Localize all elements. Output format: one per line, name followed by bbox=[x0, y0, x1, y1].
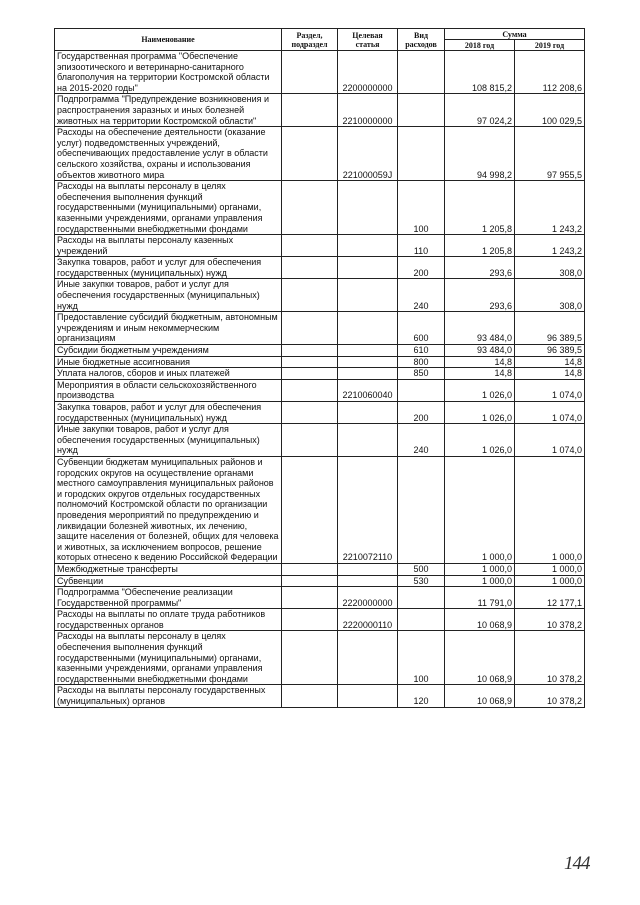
table-body bbox=[55, 51, 585, 708]
cell-2018: 1 000,0 bbox=[445, 575, 515, 587]
table-row bbox=[55, 127, 585, 181]
cell-target bbox=[338, 312, 398, 345]
table-row bbox=[55, 345, 585, 357]
cell-2019: 96 389,5 bbox=[515, 312, 585, 345]
cell-2018: 94 998,2 bbox=[445, 127, 515, 181]
cell-name: Иные закупки товаров, работ и услуг для обеспечения государственных (муниципальных) нужд bbox=[55, 279, 282, 312]
column-header-type: Вид расходов bbox=[398, 29, 445, 51]
cell-type: 200 bbox=[398, 257, 445, 279]
table-row bbox=[55, 257, 585, 279]
cell-2018: 93 484,0 bbox=[445, 345, 515, 357]
budget-table bbox=[54, 28, 585, 708]
cell-2018: 1 000,0 bbox=[445, 563, 515, 575]
cell-2018: 293,6 bbox=[445, 279, 515, 312]
cell-type: 100 bbox=[398, 631, 445, 685]
cell-2018: 1 205,8 bbox=[445, 235, 515, 257]
cell-section bbox=[282, 312, 338, 345]
cell-name: Уплата налогов, сборов и иных платежей bbox=[55, 368, 282, 380]
cell-2019: 1 243,2 bbox=[515, 181, 585, 235]
cell-type: 240 bbox=[398, 424, 445, 457]
cell-target bbox=[338, 279, 398, 312]
cell-section bbox=[282, 456, 338, 563]
cell-section bbox=[282, 127, 338, 181]
cell-2019: 14,8 bbox=[515, 356, 585, 368]
table-row bbox=[55, 685, 585, 707]
cell-type bbox=[398, 379, 445, 401]
cell-2019: 112 208,6 bbox=[515, 51, 585, 94]
cell-section bbox=[282, 631, 338, 685]
column-header-target: Целевая статья bbox=[338, 29, 398, 51]
cell-type: 500 bbox=[398, 563, 445, 575]
cell-target bbox=[338, 345, 398, 357]
cell-target: 2220000000 bbox=[338, 587, 398, 609]
table-row bbox=[55, 235, 585, 257]
cell-2019: 12 177,1 bbox=[515, 587, 585, 609]
cell-name: Закупка товаров, работ и услуг для обеспечения государственных (муниципальных) нужд bbox=[55, 402, 282, 424]
cell-name: Расходы на выплаты персоналу в целях обеспечения выполнения функций государственными (муниципальными) органами, казенными учреждениями, органами управления государственными внебюджетными фондами bbox=[55, 631, 282, 685]
cell-section bbox=[282, 609, 338, 631]
table-row bbox=[55, 94, 585, 127]
cell-2019: 1 000,0 bbox=[515, 575, 585, 587]
cell-type bbox=[398, 587, 445, 609]
cell-2019: 1 000,0 bbox=[515, 456, 585, 563]
cell-target bbox=[338, 575, 398, 587]
cell-section bbox=[282, 257, 338, 279]
cell-target bbox=[338, 402, 398, 424]
cell-section bbox=[282, 402, 338, 424]
cell-2019: 1 074,0 bbox=[515, 379, 585, 401]
cell-type bbox=[398, 609, 445, 631]
cell-section bbox=[282, 51, 338, 94]
cell-target: 2210060040 bbox=[338, 379, 398, 401]
cell-section bbox=[282, 356, 338, 368]
cell-target: 2200000000 bbox=[338, 51, 398, 94]
cell-2018: 1 000,0 bbox=[445, 456, 515, 563]
cell-name: Подпрограмма "Обеспечение реализации Государственной программы" bbox=[55, 587, 282, 609]
cell-2019: 96 389,5 bbox=[515, 345, 585, 357]
table-row bbox=[55, 631, 585, 685]
column-header-sum: Сумма bbox=[445, 29, 585, 40]
cell-name: Расходы на выплаты персоналу государственных (муниципальных) органов bbox=[55, 685, 282, 707]
cell-2018: 14,8 bbox=[445, 368, 515, 380]
table-row bbox=[55, 609, 585, 631]
table-row bbox=[55, 379, 585, 401]
cell-target bbox=[338, 181, 398, 235]
cell-section bbox=[282, 368, 338, 380]
cell-name: Субвенции бюджетам муниципальных районов и городских округов на осуществление органами местного самоуправления муниципальных районов и городских округов отдельных государственных полномочий Костромской области по организации проведения мероприятий по предупреждению и ликвидации болезней животных, их лечению, защите населения от болезней, общих для человека и животных, за исключением вопросов, решение которых отнесено к ведению Российской Федерации bbox=[55, 456, 282, 563]
cell-target bbox=[338, 631, 398, 685]
cell-2019: 308,0 bbox=[515, 257, 585, 279]
table-row bbox=[55, 575, 585, 587]
cell-name: Иные закупки товаров, работ и услуг для обеспечения государственных (муниципальных) нужд bbox=[55, 424, 282, 457]
table-row bbox=[55, 368, 585, 380]
cell-target: 2220000110 bbox=[338, 609, 398, 631]
cell-section bbox=[282, 279, 338, 312]
cell-target bbox=[338, 368, 398, 380]
cell-type: 100 bbox=[398, 181, 445, 235]
cell-name: Расходы на выплаты персоналу казенных учреждений bbox=[55, 235, 282, 257]
cell-2018: 1 205,8 bbox=[445, 181, 515, 235]
cell-2019: 10 378,2 bbox=[515, 631, 585, 685]
cell-section bbox=[282, 424, 338, 457]
table-row bbox=[55, 181, 585, 235]
cell-2018: 97 024,2 bbox=[445, 94, 515, 127]
cell-section bbox=[282, 345, 338, 357]
table-row bbox=[55, 563, 585, 575]
cell-section bbox=[282, 575, 338, 587]
cell-2018: 1 026,0 bbox=[445, 379, 515, 401]
cell-target bbox=[338, 257, 398, 279]
column-header-2018: 2018 год bbox=[445, 40, 515, 51]
cell-type bbox=[398, 51, 445, 94]
cell-type bbox=[398, 456, 445, 563]
cell-target bbox=[338, 424, 398, 457]
cell-2019: 1 243,2 bbox=[515, 235, 585, 257]
cell-2019: 97 955,5 bbox=[515, 127, 585, 181]
table-row bbox=[55, 279, 585, 312]
column-header-2019: 2019 год bbox=[515, 40, 585, 51]
cell-name: Государственная программа "Обеспечение эпизоотического и ветеринарно-санитарного благополучия на территории Костромской области на 2015-2020 годы" bbox=[55, 51, 282, 94]
cell-2019: 308,0 bbox=[515, 279, 585, 312]
cell-section bbox=[282, 563, 338, 575]
cell-section bbox=[282, 181, 338, 235]
table-row bbox=[55, 402, 585, 424]
cell-name: Расходы на выплаты по оплате труда работников государственных органов bbox=[55, 609, 282, 631]
cell-section bbox=[282, 379, 338, 401]
cell-section bbox=[282, 94, 338, 127]
cell-target bbox=[338, 563, 398, 575]
cell-2018: 10 068,9 bbox=[445, 685, 515, 707]
table-row bbox=[55, 424, 585, 457]
cell-2018: 293,6 bbox=[445, 257, 515, 279]
cell-type: 200 bbox=[398, 402, 445, 424]
cell-2019: 14,8 bbox=[515, 368, 585, 380]
table-header bbox=[55, 29, 585, 51]
cell-target bbox=[338, 685, 398, 707]
cell-name: Субвенции bbox=[55, 575, 282, 587]
cell-target: 221000059J bbox=[338, 127, 398, 181]
cell-section bbox=[282, 235, 338, 257]
cell-2019: 1 000,0 bbox=[515, 563, 585, 575]
cell-name: Расходы на выплаты персоналу в целях обеспечения выполнения функций государственными (муниципальными) органами, казенными учреждениями, органами управления государственными внебюджетными фондами bbox=[55, 181, 282, 235]
table-row bbox=[55, 456, 585, 563]
cell-2018: 1 026,0 bbox=[445, 424, 515, 457]
cell-name: Межбюджетные трансферты bbox=[55, 563, 282, 575]
cell-2019: 1 074,0 bbox=[515, 402, 585, 424]
table-row bbox=[55, 51, 585, 94]
cell-type bbox=[398, 127, 445, 181]
column-header-section: Раздел, подраздел bbox=[282, 29, 338, 51]
cell-type bbox=[398, 94, 445, 127]
cell-type: 800 bbox=[398, 356, 445, 368]
cell-section bbox=[282, 685, 338, 707]
cell-target: 2210000000 bbox=[338, 94, 398, 127]
cell-type: 240 bbox=[398, 279, 445, 312]
cell-target bbox=[338, 235, 398, 257]
cell-2018: 108 815,2 bbox=[445, 51, 515, 94]
cell-type: 610 bbox=[398, 345, 445, 357]
cell-name: Подпрограмма "Предупреждение возникновения и распространения заразных и иных болезней животных на территории Костромской области" bbox=[55, 94, 282, 127]
cell-name: Предоставление субсидий бюджетным, автономным учреждениям и иным некоммерческим организациям bbox=[55, 312, 282, 345]
cell-section bbox=[282, 587, 338, 609]
cell-2018: 10 068,9 bbox=[445, 631, 515, 685]
handwritten-page-number: 144 bbox=[564, 853, 590, 874]
cell-type: 850 bbox=[398, 368, 445, 380]
cell-2018: 14,8 bbox=[445, 356, 515, 368]
cell-name: Субсидии бюджетным учреждениям bbox=[55, 345, 282, 357]
cell-type: 110 bbox=[398, 235, 445, 257]
cell-name: Расходы на обеспечение деятельности (оказание услуг) подведомственных учреждений, обеспечивающих предоставление услуг в области сельского хозяйства, охраны и использования объектов животного мира bbox=[55, 127, 282, 181]
cell-name: Мероприятия в области сельскохозяйственного производства bbox=[55, 379, 282, 401]
table-row bbox=[55, 312, 585, 345]
cell-2019: 100 029,5 bbox=[515, 94, 585, 127]
cell-2019: 1 074,0 bbox=[515, 424, 585, 457]
cell-2018: 1 026,0 bbox=[445, 402, 515, 424]
cell-name: Закупка товаров, работ и услуг для обеспечения государственных (муниципальных) нужд bbox=[55, 257, 282, 279]
cell-name: Иные бюджетные ассигнования bbox=[55, 356, 282, 368]
cell-type: 600 bbox=[398, 312, 445, 345]
cell-2019: 10 378,2 bbox=[515, 685, 585, 707]
cell-target bbox=[338, 356, 398, 368]
cell-2019: 10 378,2 bbox=[515, 609, 585, 631]
cell-target: 2210072110 bbox=[338, 456, 398, 563]
cell-2018: 93 484,0 bbox=[445, 312, 515, 345]
cell-type: 530 bbox=[398, 575, 445, 587]
cell-type: 120 bbox=[398, 685, 445, 707]
table-row bbox=[55, 587, 585, 609]
cell-2018: 10 068,9 bbox=[445, 609, 515, 631]
table-row bbox=[55, 356, 585, 368]
cell-2018: 11 791,0 bbox=[445, 587, 515, 609]
column-header-name: Наименование bbox=[55, 29, 282, 51]
